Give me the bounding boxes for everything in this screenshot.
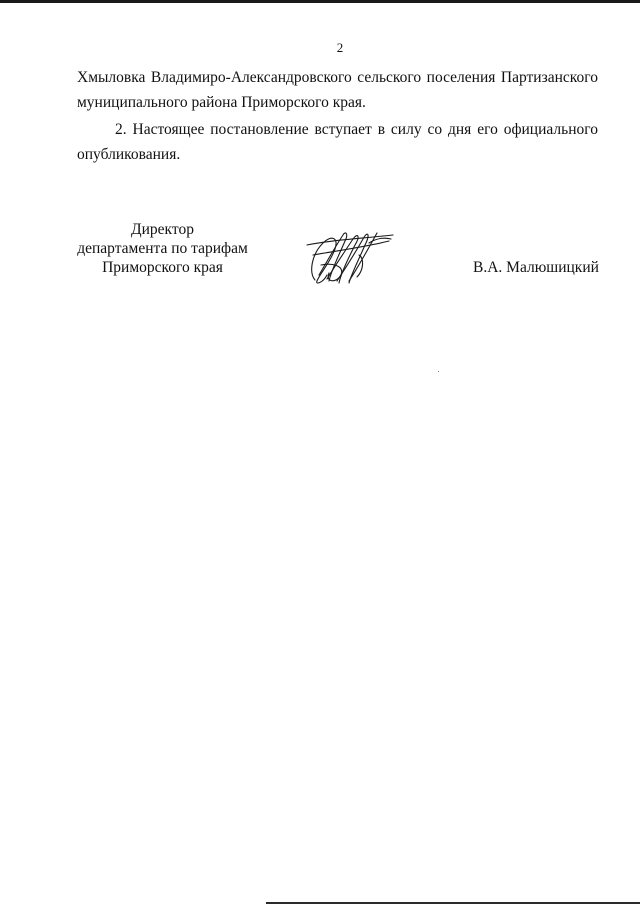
signer-position-line-1: Директор	[131, 221, 194, 238]
scan-top-edge	[0, 0, 640, 3]
signer-position	[70, 220, 255, 277]
signer-position-line-3: Приморского края	[102, 259, 223, 276]
paragraph-1-line-2: муниципального района Приморского края.	[77, 94, 366, 111]
page-number: 2	[336, 40, 344, 55]
paragraph-1-line-1: Хмыловка Владимиро-Александровского сельского поселения Партизанского	[77, 69, 598, 86]
paragraph-2	[77, 117, 598, 167]
signer-name: В.А. Малюшицкий	[473, 259, 599, 276]
scan-bottom-edge	[266, 902, 640, 904]
paragraph-1	[77, 65, 598, 115]
paragraph-2-line-2: опубликования.	[77, 146, 181, 163]
paragraph-2-line-1: 2. Настоящее постановление вступает в силу со дня его официального	[115, 121, 598, 138]
handwritten-signature-icon	[305, 225, 400, 287]
signer-position-line-2: департамента по тарифам	[77, 240, 248, 257]
scan-speck	[438, 371, 439, 372]
